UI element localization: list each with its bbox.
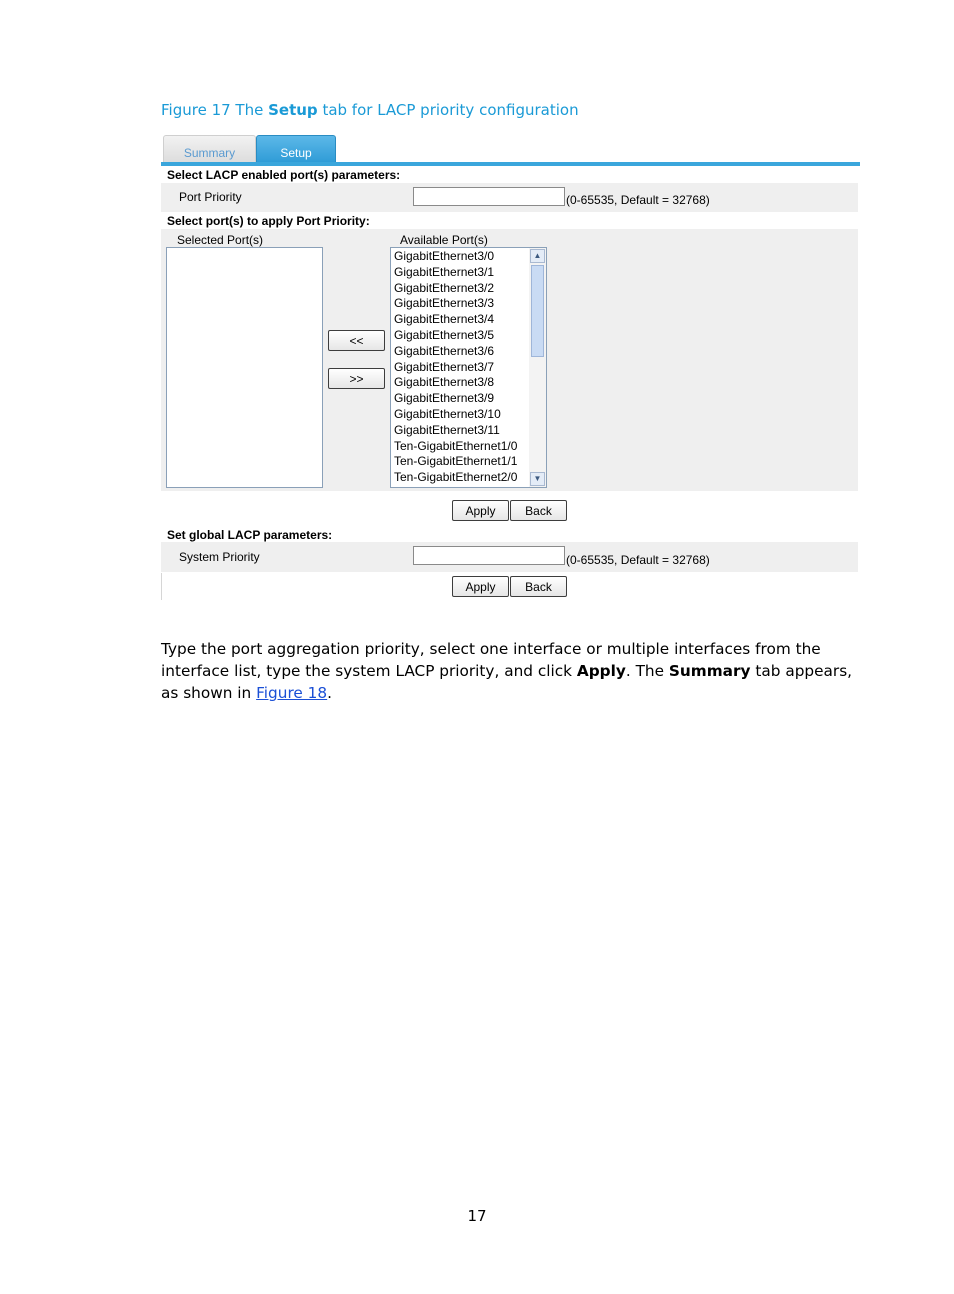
tab-bar [161, 133, 860, 163]
available-ports-scrollbar[interactable] [529, 248, 546, 487]
system-priority-input[interactable] [413, 546, 565, 565]
port-selection-area [161, 229, 858, 491]
available-ports-label: Available Port(s) [400, 233, 488, 247]
port-priority-label: Port Priority [179, 190, 242, 204]
body-text-2: . The [625, 662, 669, 680]
body-text-4: . [327, 684, 333, 702]
apply-global-button[interactable]: Apply [452, 576, 509, 597]
available-port-option[interactable]: GigabitEthernet3/1 [394, 264, 495, 279]
caption-bold: Setup [268, 101, 318, 119]
body-paragraph [161, 638, 866, 704]
move-right-button[interactable]: >> [328, 368, 385, 389]
system-priority-hint: (0-65535, Default = 32768) [566, 553, 710, 567]
body-text-3: tab appears, as shown in [161, 662, 853, 702]
caption-prefix: Figure 17 The [161, 101, 269, 119]
available-ports-list[interactable] [390, 247, 547, 488]
tab-summary[interactable]: Summary [163, 135, 256, 163]
section-port-params-title: Select LACP enabled port(s) parameters: [167, 168, 401, 182]
selected-ports-list[interactable] [166, 247, 323, 488]
available-port-option[interactable]: GigabitEthernet3/9 [394, 391, 495, 406]
body-text-1: Type the port aggregation priority, select one interface or multiple interfaces from the interface list, type the system LACP priority, and click [161, 640, 821, 680]
figure-18-link[interactable]: Figure 18 [256, 684, 328, 702]
section-global-title: Set global LACP parameters: [167, 528, 333, 542]
system-priority-label: System Priority [179, 550, 260, 564]
available-port-option[interactable]: GigabitEthernet3/0 [394, 249, 495, 263]
available-port-option[interactable]: GigabitEthernet3/4 [394, 312, 495, 327]
lacp-setup-panel [161, 133, 860, 600]
port-priority-row [161, 183, 858, 212]
available-port-option[interactable]: GigabitEthernet3/11 [394, 422, 500, 437]
body-bold-summary: Summary [668, 662, 751, 680]
apply-ports-button[interactable]: Apply [452, 500, 509, 521]
back-global-button[interactable]: Back [510, 576, 567, 597]
caption-suffix: tab for LACP priority configuration [317, 101, 579, 119]
scroll-down-icon[interactable]: ▼ [530, 472, 545, 486]
port-priority-hint: (0-65535, Default = 32768) [566, 193, 710, 207]
available-port-option[interactable]: Ten-GigabitEthernet2/0 [394, 470, 518, 485]
body-bold-apply: Apply [576, 662, 626, 680]
available-port-option[interactable]: GigabitEthernet3/5 [394, 327, 495, 342]
panel-edge [161, 573, 162, 600]
system-priority-row [161, 542, 858, 572]
available-port-option[interactable]: GigabitEthernet3/2 [394, 280, 495, 295]
back-ports-button[interactable]: Back [510, 500, 567, 521]
tab-setup[interactable]: Setup [256, 135, 336, 163]
port-priority-input[interactable] [413, 187, 565, 206]
available-port-option[interactable]: GigabitEthernet3/7 [394, 359, 495, 374]
tab-underline [161, 162, 860, 166]
move-left-button[interactable]: << [328, 330, 385, 351]
available-port-option[interactable]: GigabitEthernet3/10 [394, 406, 501, 421]
page-number: 17 [467, 1207, 487, 1225]
scroll-up-icon[interactable]: ▲ [530, 249, 545, 263]
available-port-option[interactable]: Ten-GigabitEthernet1/1 [394, 454, 518, 469]
figure-caption [161, 101, 579, 119]
section-apply-ports-title: Select port(s) to apply Port Priority: [167, 214, 370, 228]
scroll-thumb[interactable] [531, 265, 544, 357]
available-port-option[interactable]: GigabitEthernet3/6 [394, 343, 495, 358]
selected-ports-label: Selected Port(s) [177, 233, 264, 247]
available-port-option[interactable]: Ten-GigabitEthernet1/0 [394, 438, 518, 453]
available-port-option[interactable]: GigabitEthernet3/8 [394, 375, 495, 390]
available-port-option[interactable]: GigabitEthernet3/3 [394, 296, 495, 311]
